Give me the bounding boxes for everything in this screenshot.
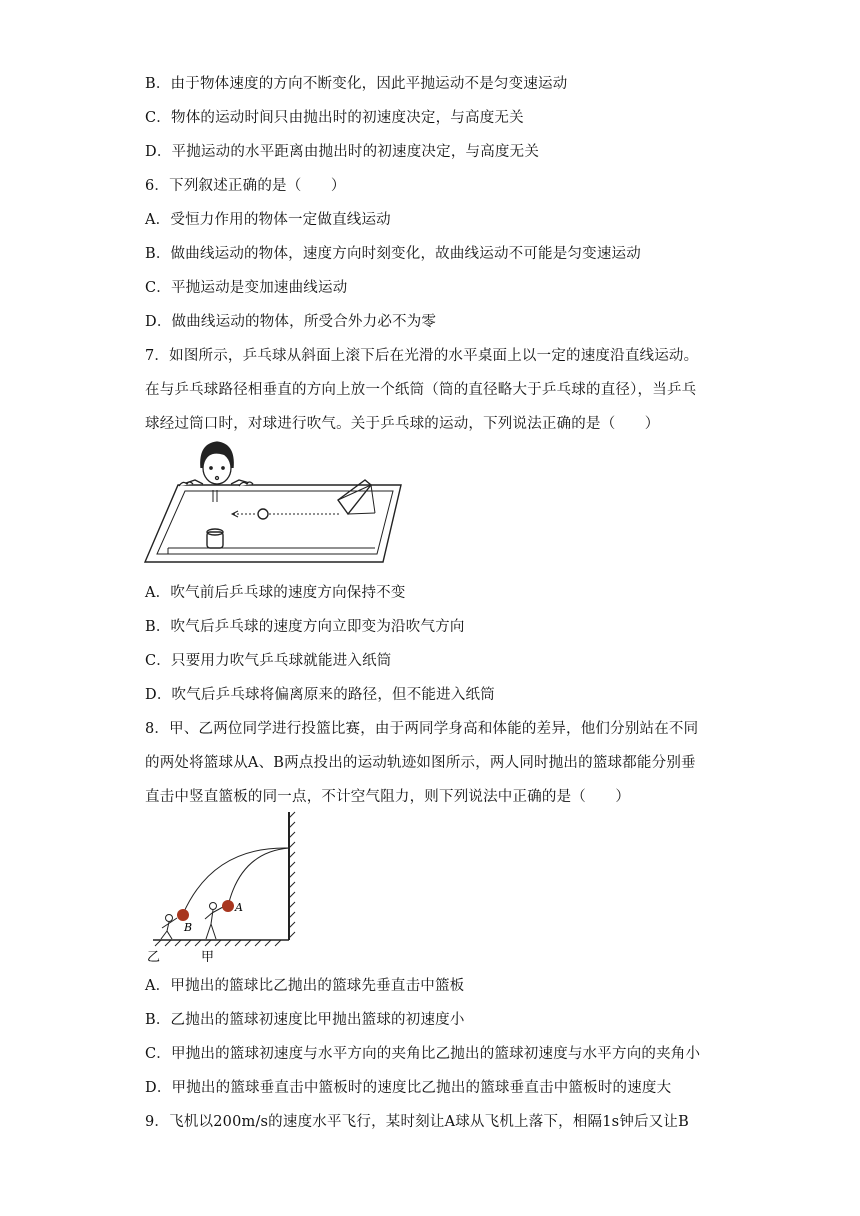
player-jia	[205, 903, 223, 940]
text-line: B．由于物体速度的方向不断变化，因此平抛运动不是匀变速运动	[145, 76, 568, 92]
text-line: B．吹气后乒乓球的速度方向立即变为沿吹气方向	[145, 619, 465, 635]
label-a: A	[235, 901, 243, 914]
text-line: A．甲抛出的篮球比乙抛出的篮球先垂直击中篮板	[145, 978, 465, 994]
text-line: 在与乒乓球路径相垂直的方向上放一个纸筒（筒的直径略大于乒乓球的直径），当乒乓	[145, 382, 697, 398]
text-line: B．乙抛出的篮球初速度比甲抛出篮球的初速度小	[145, 1012, 465, 1028]
text-line: 6．下列叙述正确的是（ ）	[145, 178, 346, 194]
text-line: C．物体的运动时间只由抛出时的初速度决定，与高度无关	[145, 110, 524, 126]
text-line: A．受恒力作用的物体一定做直线运动	[145, 212, 391, 228]
text-line: 8．甲、乙两位同学进行投篮比赛，由于两同学身高和体能的差异，他们分别站在不同	[145, 721, 699, 737]
pingpong-table-figure	[143, 440, 403, 568]
player-yi	[161, 915, 177, 940]
text-line: B．做曲线运动的物体，速度方向时刻变化，故曲线运动不可能是匀变速运动	[145, 246, 641, 262]
text-line: 的两处将篮球从A、B两点投出的运动轨迹如图所示，两人同时抛出的篮球都能分别垂	[145, 755, 696, 771]
text-line: 球经过筒口时，对球进行吹气。关于乒乓球的运动，下列说法正确的是（ ）	[145, 416, 660, 432]
label-b: B	[184, 921, 193, 934]
text-line: D．吹气后乒乓球将偏离原来的路径，但不能进入纸筒	[145, 687, 495, 703]
text-line: C．甲抛出的篮球初速度与水平方向的夹角比乙抛出的篮球初速度与水平方向的夹角小	[145, 1046, 701, 1062]
text-line: C．只要用力吹气乒乓球就能进入纸筒	[145, 653, 392, 669]
label-jia: 甲	[201, 950, 215, 962]
text-line: D．甲抛出的篮球垂直击中篮板时的速度比乙抛出的篮球垂直击中篮板时的速度大	[145, 1080, 672, 1096]
label-yi: 乙	[147, 950, 161, 962]
text-line: C．平抛运动是变加速曲线运动	[145, 280, 348, 296]
text-line: 9．飞机以200m/s的速度水平飞行，某时刻让A球从飞机上落下，相隔1s钟后又让B	[145, 1114, 689, 1130]
text-line: D．做曲线运动的物体，所受合外力必不为零	[145, 314, 437, 330]
basketball-figure	[143, 810, 298, 962]
text-line: A．吹气前后乒乓球的速度方向保持不变	[145, 585, 406, 601]
text-line: D．平抛运动的水平距离由抛出时的初速度决定，与高度无关	[145, 144, 540, 160]
text-line: 7．如图所示，乒乓球从斜面上滚下后在光滑的水平桌面上以一定的速度沿直线运动。	[145, 348, 699, 364]
text-line: 直击中竖直篮板的同一点，不计空气阻力，则下列说法中正确的是（ ）	[145, 789, 631, 805]
person-blowing	[179, 442, 253, 486]
basketball-b	[177, 909, 189, 921]
pingpong-ball	[258, 509, 268, 519]
basketball-a	[222, 900, 234, 912]
